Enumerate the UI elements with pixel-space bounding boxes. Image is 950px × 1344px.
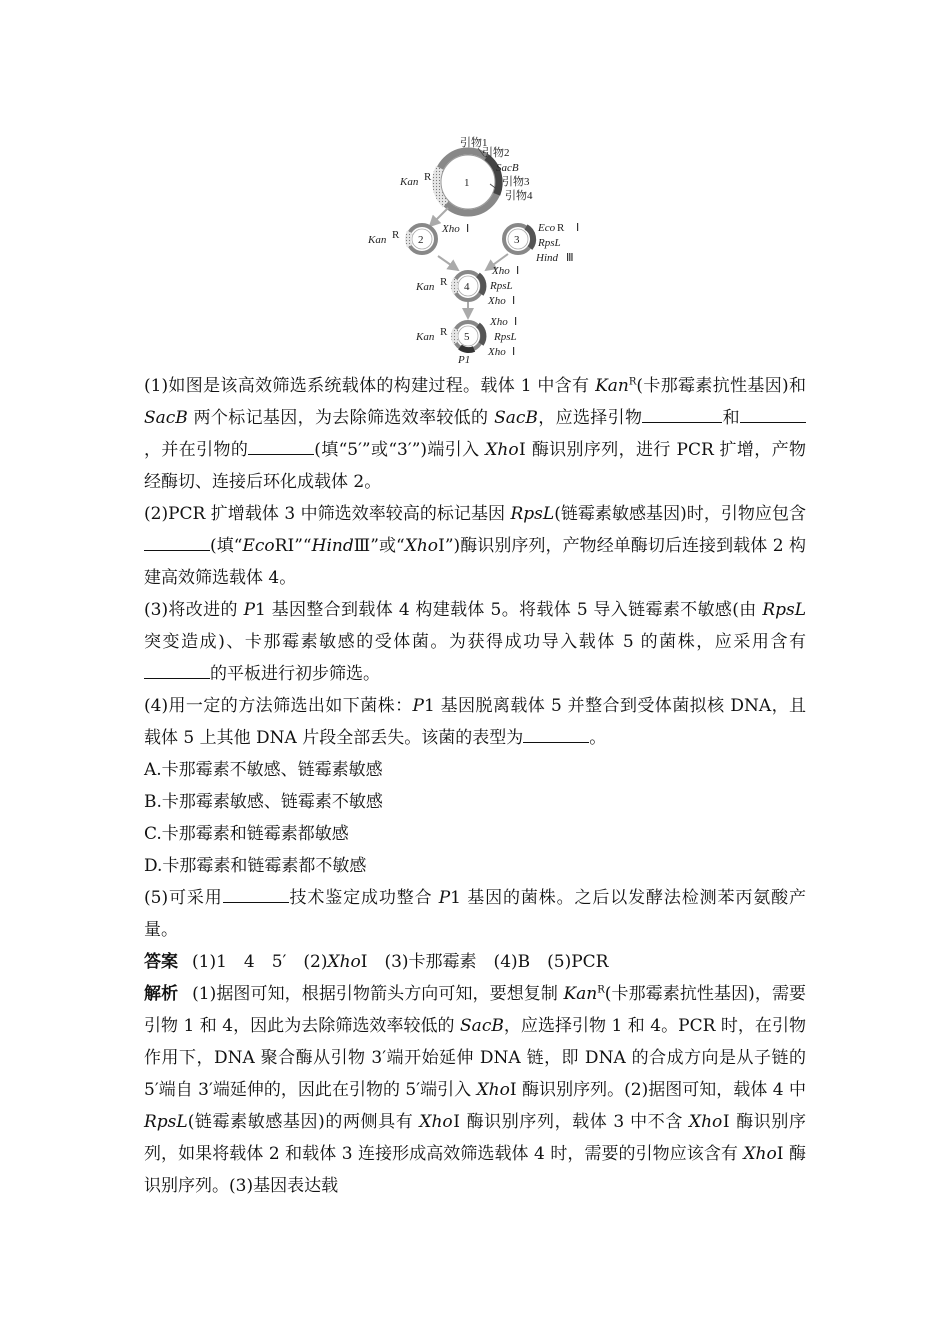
primer2-label: 引物2: [482, 147, 510, 159]
analysis-text-c: ，应选择引物 1 和 4。PCR 时，在引物作用下，DNA 聚合酶从引物 3′端开始延伸 DNA 链，即 DNA 的合成方向是从子链的 5′端自 3′端延伸的，因此在引物的 5′端引入: [144, 1016, 806, 1100]
q4-text-c: 。: [589, 728, 607, 748]
primer3-label: 引物3: [502, 176, 530, 188]
q1-text-h: Ⅰ 酶识别序列，进行 PCR 扩增，产物经酶切、连接后环化成载体 2。: [144, 440, 806, 492]
primer1-label: 引物1: [460, 137, 488, 149]
analysis-xho-3: Xho: [688, 1112, 723, 1132]
vector-2: [408, 225, 436, 253]
q2-rpsl: RpsL: [510, 504, 555, 524]
q1-kan: Kan: [595, 376, 629, 396]
q1-blank-1-wrap: [708, 406, 722, 423]
answer-label: 答案: [144, 952, 178, 972]
arrow-2-to-4: [438, 256, 458, 270]
analysis-xho-1: Xho: [476, 1080, 510, 1100]
q1-blank-1[interactable]: [642, 406, 708, 423]
analysis-kan-sup: R: [597, 984, 605, 996]
q4-option-b: B.卡那霉素敏感、链霉素不敏感: [144, 792, 383, 812]
analysis-label: 解析: [144, 984, 179, 1004]
xho-roman-4b: Ⅰ: [512, 295, 516, 307]
question-5: [144, 882, 806, 946]
xho-roman-5a: Ⅰ: [514, 316, 518, 328]
kan-sup-5: R: [440, 326, 448, 338]
vector-5: [454, 322, 483, 350]
kan-label-5: Kan: [416, 331, 435, 343]
q2-xho: Xho: [404, 536, 439, 556]
rpsl-label-4: RpsL: [490, 280, 513, 292]
xho-roman-4a: Ⅰ: [516, 265, 520, 277]
q2-hind: Hind: [311, 536, 354, 556]
vector-4: [454, 272, 483, 300]
q4-text-b: 1 基因脱离载体 5 并整合到受体菌拟核 DNA，且载体 5 上其他 DNA 片段全部丢失。该菌的表型为: [144, 696, 806, 748]
analysis-text-g: Ⅰ 酶识别序列，如果将载体 2 和载体 3 连接形成高效筛选载体 4 时，需要的引物应该含有: [144, 1112, 806, 1164]
kan-sup-4: R: [440, 276, 448, 288]
q2-text-f: Ⅰ”)酶识别序列，产物经单酶切后连接到载体 2 构建高效筛选载体 4。: [144, 536, 806, 588]
analysis-text-d: Ⅰ 酶识别序列。(2)据图可知，载体 4 中: [509, 1080, 806, 1100]
q1-sacb-2: SacB: [494, 408, 538, 428]
question-1: [144, 370, 806, 498]
sacb-label: SacB: [496, 162, 519, 174]
q1-text-g: (填“5′”或“3′”)端引入: [314, 440, 486, 460]
q2-text-b: (链霉素敏感基因)时，引物应包含: [554, 504, 806, 524]
q2-text-e: Ⅲ”或“: [353, 536, 405, 556]
q3-text-c: 突变造成)、卡那霉素敏感的受体菌。为获得成功导入载体 5 的菌株，应采用含有: [144, 632, 806, 652]
q3-text-a: (3)将改进的: [144, 600, 244, 620]
analysis-xho-4: Xho: [743, 1144, 777, 1164]
question-content: [144, 370, 806, 1202]
vector-4-number: 4: [464, 281, 470, 293]
hind-label: Hind: [536, 252, 558, 264]
q1-text-b: (卡那霉素抗性基因)和: [636, 376, 807, 396]
q1-text-a: (1)如图是该高效筛选系统载体的构建过程。载体 1 中含有: [144, 376, 596, 396]
xho-roman-2: Ⅰ: [466, 223, 470, 235]
q5-text-a: (5)可采用: [144, 888, 223, 908]
q1-text-c: 两个标记基因，为去除筛选效率较低的: [187, 408, 495, 428]
eco-roman: Ⅰ: [576, 222, 580, 234]
eco-label: Eco: [538, 222, 556, 234]
q4-text-a: (4)用一定的方法筛选出如下菌株：: [144, 696, 413, 716]
rpsl-label-3: RpsL: [538, 237, 561, 249]
question-3: [144, 594, 806, 690]
kan-sup-1: R: [424, 171, 432, 183]
answer-text-b: Ⅰ (3)卡那霉素 (4)B (5)PCR: [360, 952, 609, 972]
q1-blank-2[interactable]: [740, 406, 806, 423]
primer4-label: 引物4: [505, 190, 533, 202]
q1-text-d: ，应选择引物: [537, 408, 643, 428]
analysis-kan: Kan: [563, 984, 598, 1004]
q2-text-c: (填“: [210, 536, 243, 556]
analysis-text-a: (1)据图可知，根据引物箭头方向可知，要想复制: [192, 984, 564, 1004]
q3-rpsl: RpsL: [762, 600, 807, 620]
analysis-text-f: Ⅰ 酶识别序列，载体 3 中不含: [452, 1112, 689, 1132]
q1-blank-3[interactable]: [248, 438, 314, 455]
q2-eco: Eco: [242, 536, 275, 556]
xho-roman-5b: Ⅰ: [512, 346, 516, 358]
kan-label-1: Kan: [400, 176, 419, 188]
analysis: [144, 978, 806, 1202]
analysis-sacb: SacB: [460, 1016, 504, 1036]
rpsl-label-5: RpsL: [494, 331, 517, 343]
q1-text-f: ，并在引物的: [144, 440, 249, 460]
vector-3: [504, 225, 533, 253]
analysis-xho-2: Xho: [419, 1112, 453, 1132]
xho-label-2: Xho: [442, 223, 460, 235]
q5-blank[interactable]: [223, 886, 289, 903]
q1-kan-sup: R: [628, 376, 637, 388]
q4-p1: P: [412, 696, 424, 716]
xho-label-5b: Xho: [488, 346, 506, 358]
analysis-text-h: Ⅰ 酶识别序列。(3)基因表达载: [144, 1144, 806, 1196]
kan-sup-2: R: [392, 229, 400, 241]
q5-text-b: 技术鉴定成功整合: [288, 888, 439, 908]
q1-xho: Xho: [485, 440, 519, 460]
xho-label-5a: Xho: [490, 316, 508, 328]
xho-label-4b: Xho: [488, 295, 506, 307]
q4-blank[interactable]: [523, 726, 589, 743]
hind-roman: Ⅲ: [566, 252, 574, 264]
kan-label-2: Kan: [368, 234, 387, 246]
q2-blank[interactable]: [144, 534, 210, 551]
q5-text-c: 1 基因的菌株。之后以发酵法检测苯丙氨酸产量。: [144, 888, 806, 940]
xho-label-4a: Xho: [492, 265, 510, 277]
eco-r-label: R: [557, 222, 565, 234]
analysis-text-e: (链霉素敏感基因)的两侧具有: [187, 1112, 420, 1132]
analysis-text-b: (卡那霉素抗性基因)，需要引物 1 和 4，因此为去除筛选效率较低的: [144, 984, 807, 1036]
vector-1-number: 1: [464, 177, 470, 189]
kan-label-4: Kan: [416, 281, 435, 293]
p1-label: P1: [458, 354, 471, 366]
q5-p1: P: [438, 888, 451, 908]
q4-option-d: D.卡那霉素和链霉素都不敏感: [144, 856, 367, 876]
answer-text-a: (1)1 4 5′ (2): [192, 952, 328, 972]
q1-text-e: 和: [722, 408, 741, 428]
answer-xho: Xho: [327, 952, 361, 972]
q3-text-b: 1 基因整合到载体 4 构建载体 5。将载体 5 导入链霉素不敏感(由: [255, 600, 763, 620]
q2-text-a: (2)PCR 扩增载体 3 中筛选效率较高的标记基因: [144, 504, 511, 524]
q4-option-c: C.卡那霉素和链霉素都敏感: [144, 824, 349, 844]
vector-construction-diagram: [360, 128, 600, 368]
vector-3-number: 3: [514, 234, 520, 246]
vector-2-number: 2: [418, 234, 424, 246]
question-2: [144, 498, 806, 594]
q2-text-d: RⅠ”“: [274, 536, 312, 556]
answer: [144, 946, 806, 978]
analysis-rpsl: RpsL: [144, 1112, 188, 1132]
q3-p1: P: [243, 600, 256, 620]
vector-5-number: 5: [464, 331, 470, 343]
q3-blank[interactable]: [144, 662, 210, 679]
q4-option-a: A.卡那霉素不敏感、链霉素敏感: [144, 760, 383, 780]
q3-text-d: 的平板进行初步筛选。: [210, 664, 380, 684]
question-4: [144, 690, 806, 754]
q1-sacb: SacB: [144, 408, 188, 428]
vector-1: [437, 151, 499, 213]
